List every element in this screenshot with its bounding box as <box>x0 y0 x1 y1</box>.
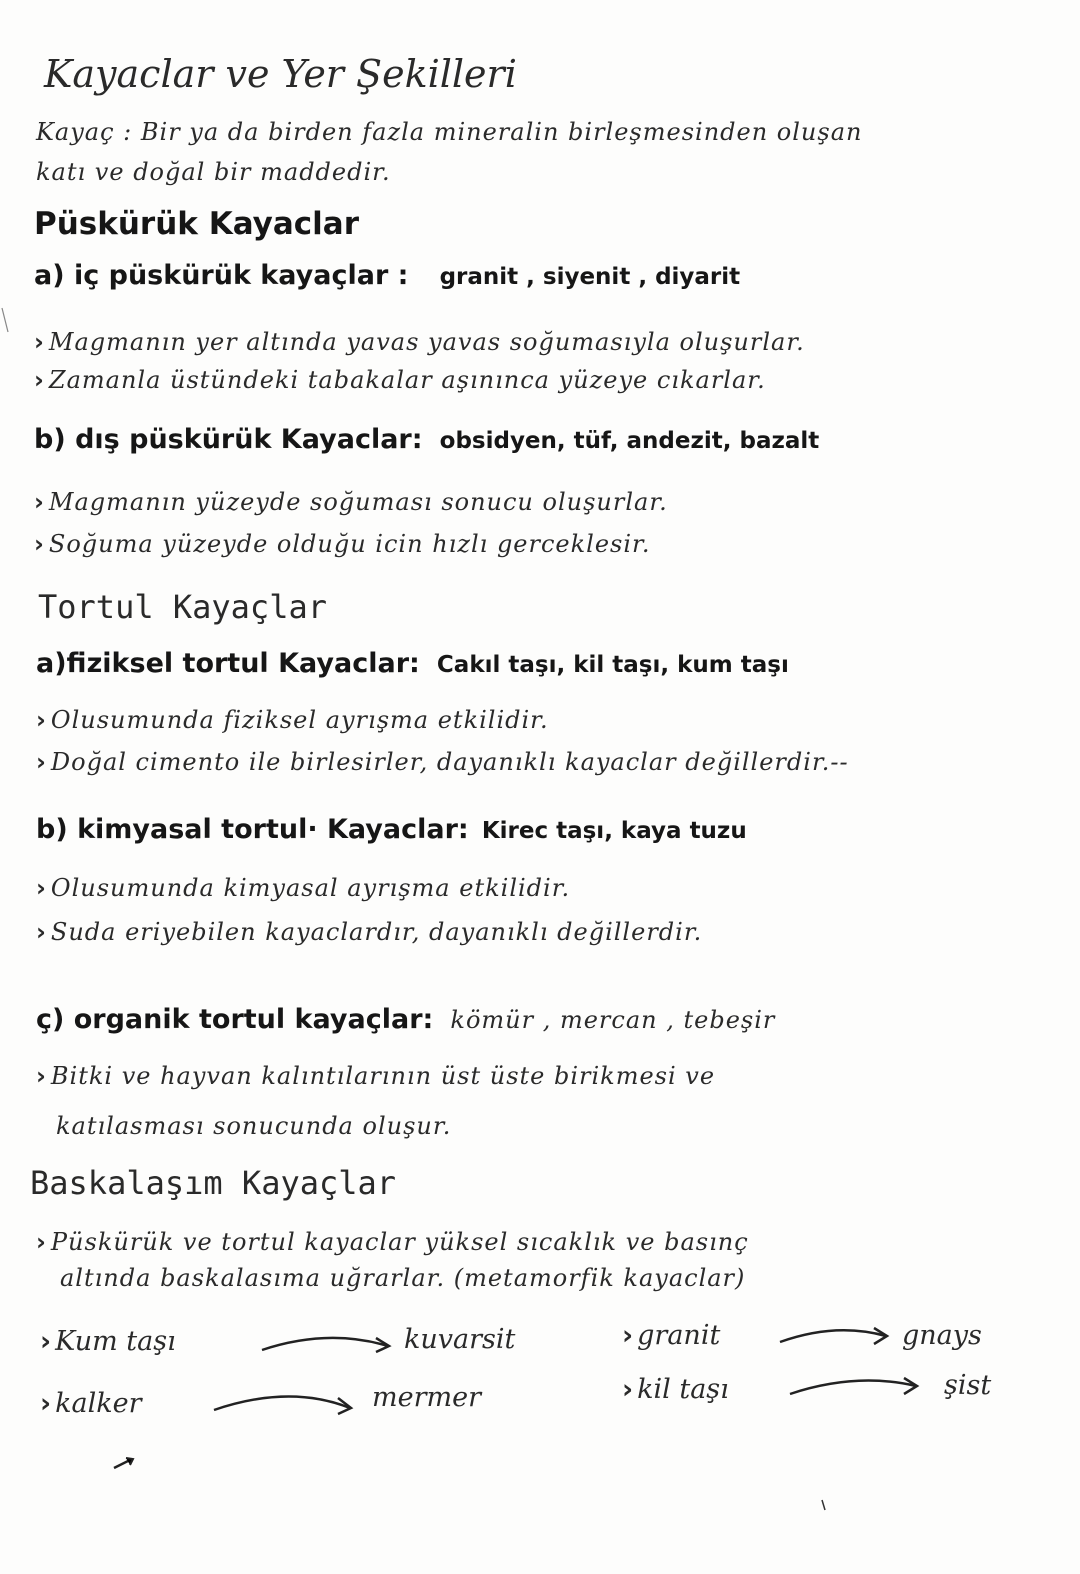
kimyasal-bullet-1: › Olusumunda kimyasal ayrışma etkilidir. <box>36 874 571 902</box>
transform-from-kil-tasi: › kil taşı <box>622 1374 729 1405</box>
fiziksel-tortul-examples: Cakıl taşı, kil taşı, kum taşı <box>436 652 789 678</box>
dis-bullet-1: › Magmanın yüzeyde soğuması sonucu oluşurlar. <box>34 488 668 516</box>
transform-from-granit: › granit <box>622 1320 721 1351</box>
kimyasal-tortul-examples: Kirec taşı, kaya tuzu <box>481 818 747 844</box>
transform-arrow-icon <box>210 1388 360 1420</box>
bullet-arrow: › <box>40 1388 52 1419</box>
fiziksel-bullet-2: › Doğal cimento ile birlesirler, dayanıklı kayaclar değillerdir.-- <box>36 748 849 776</box>
subheading-kimyasal-tortul <box>36 814 747 845</box>
section-heading-tortul: Tortul Kayaçlar <box>38 588 327 626</box>
bullet-arrow: › <box>34 488 45 516</box>
subheading-dis-puskuruk <box>34 424 819 455</box>
pen-stroke-mark <box>112 1456 136 1472</box>
organik-tortul-label: ç) organik tortul kayaçlar: <box>36 1004 434 1035</box>
kimyasal-bullet-2: › Suda eriyebilen kayaclardır, dayanıklı değillerdir. <box>36 918 703 946</box>
bullet-arrow: › <box>622 1374 634 1405</box>
ic-puskuruk-examples: granit , siyenit , diyarit <box>439 264 741 290</box>
organik-bullet-1-cont: katılasması sonucunda oluşur. <box>56 1112 452 1140</box>
bullet-arrow: › <box>34 328 45 356</box>
transform-from-kum-tasi: › Kum taşı <box>40 1326 176 1357</box>
transform-arrow-icon <box>786 1374 926 1404</box>
bullet-arrow: › <box>36 1062 47 1090</box>
ic-bullet-1: › Magmanın yer altında yavas yavas soğumasıyla oluşurlar. <box>34 328 805 356</box>
paper-edge-mark <box>0 306 12 336</box>
section-heading-puskuruk: Püskürük Kayaclar <box>34 206 360 242</box>
baskalasim-line-1: › Püskürük ve tortul kayaclar yüksel sıcaklık ve basınç <box>36 1228 749 1256</box>
bullet-arrow: › <box>34 366 45 394</box>
bullet-arrow: › <box>622 1320 634 1351</box>
subheading-ic-puskuruk <box>34 260 740 291</box>
page-title: Kayaclar ve Yer Şekilleri <box>44 52 517 96</box>
fiziksel-bullet-1: › Olusumunda fiziksel ayrışma etkilidir. <box>36 706 549 734</box>
definition-line-1: Kayaç : Bir ya da birden fazla mineralin birleşmesinden oluşan <box>36 118 863 146</box>
organik-bullet-1: › Bitki ve hayvan kalıntılarının üst üste birikmesi ve <box>36 1062 716 1090</box>
subheading-fiziksel-tortul <box>36 648 789 679</box>
ic-puskuruk-label: a) iç püskürük kayaçlar : <box>34 260 409 291</box>
section-heading-baskalasim: Baskalaşım Kayaçlar <box>30 1164 397 1202</box>
bullet-arrow: › <box>36 918 47 946</box>
ic-bullet-2: › Zamanla üstündeki tabakalar aşınınca yüzeye cıkarlar. <box>34 366 766 394</box>
bullet-arrow: › <box>40 1326 52 1357</box>
fiziksel-tortul-label: a)fiziksel tortul Kayaclar: <box>36 648 420 679</box>
baskalasim-line-2: altında baskalasıma uğrarlar. (metamorfik kayaclar) <box>60 1264 746 1292</box>
bullet-arrow: › <box>36 706 47 734</box>
pen-stroke-mark <box>820 1498 828 1512</box>
transform-arrow-icon <box>776 1322 896 1352</box>
dis-bullet-2: › Soğuma yüzeyde olduğu icin hızlı gerceklesir. <box>34 530 651 558</box>
bullet-arrow: › <box>34 530 45 558</box>
transform-arrow-icon <box>258 1330 398 1360</box>
transform-from-kalker: › kalker <box>40 1388 142 1419</box>
bullet-arrow: › <box>36 874 47 902</box>
transform-to-kuvarsit: kuvarsit <box>404 1324 516 1355</box>
dis-puskuruk-examples: obsidyen, tüf, andezit, bazalt <box>439 428 820 454</box>
dis-puskuruk-label: b) dış püskürük Kayaclar: <box>34 424 423 455</box>
transform-to-mermer: mermer <box>372 1382 481 1413</box>
subheading-organik-tortul <box>36 1004 775 1035</box>
transform-to-gnays: gnays <box>902 1320 982 1351</box>
organik-tortul-examples: kömür , mercan , tebeşir <box>450 1006 776 1034</box>
kimyasal-tortul-label: b) kimyasal tortul· Kayaclar: <box>36 814 469 845</box>
definition-line-2: katı ve doğal bir maddedir. <box>36 158 391 186</box>
bullet-arrow: › <box>36 1228 47 1256</box>
transform-to-sist: şist <box>944 1370 992 1401</box>
bullet-arrow: › <box>36 748 47 776</box>
